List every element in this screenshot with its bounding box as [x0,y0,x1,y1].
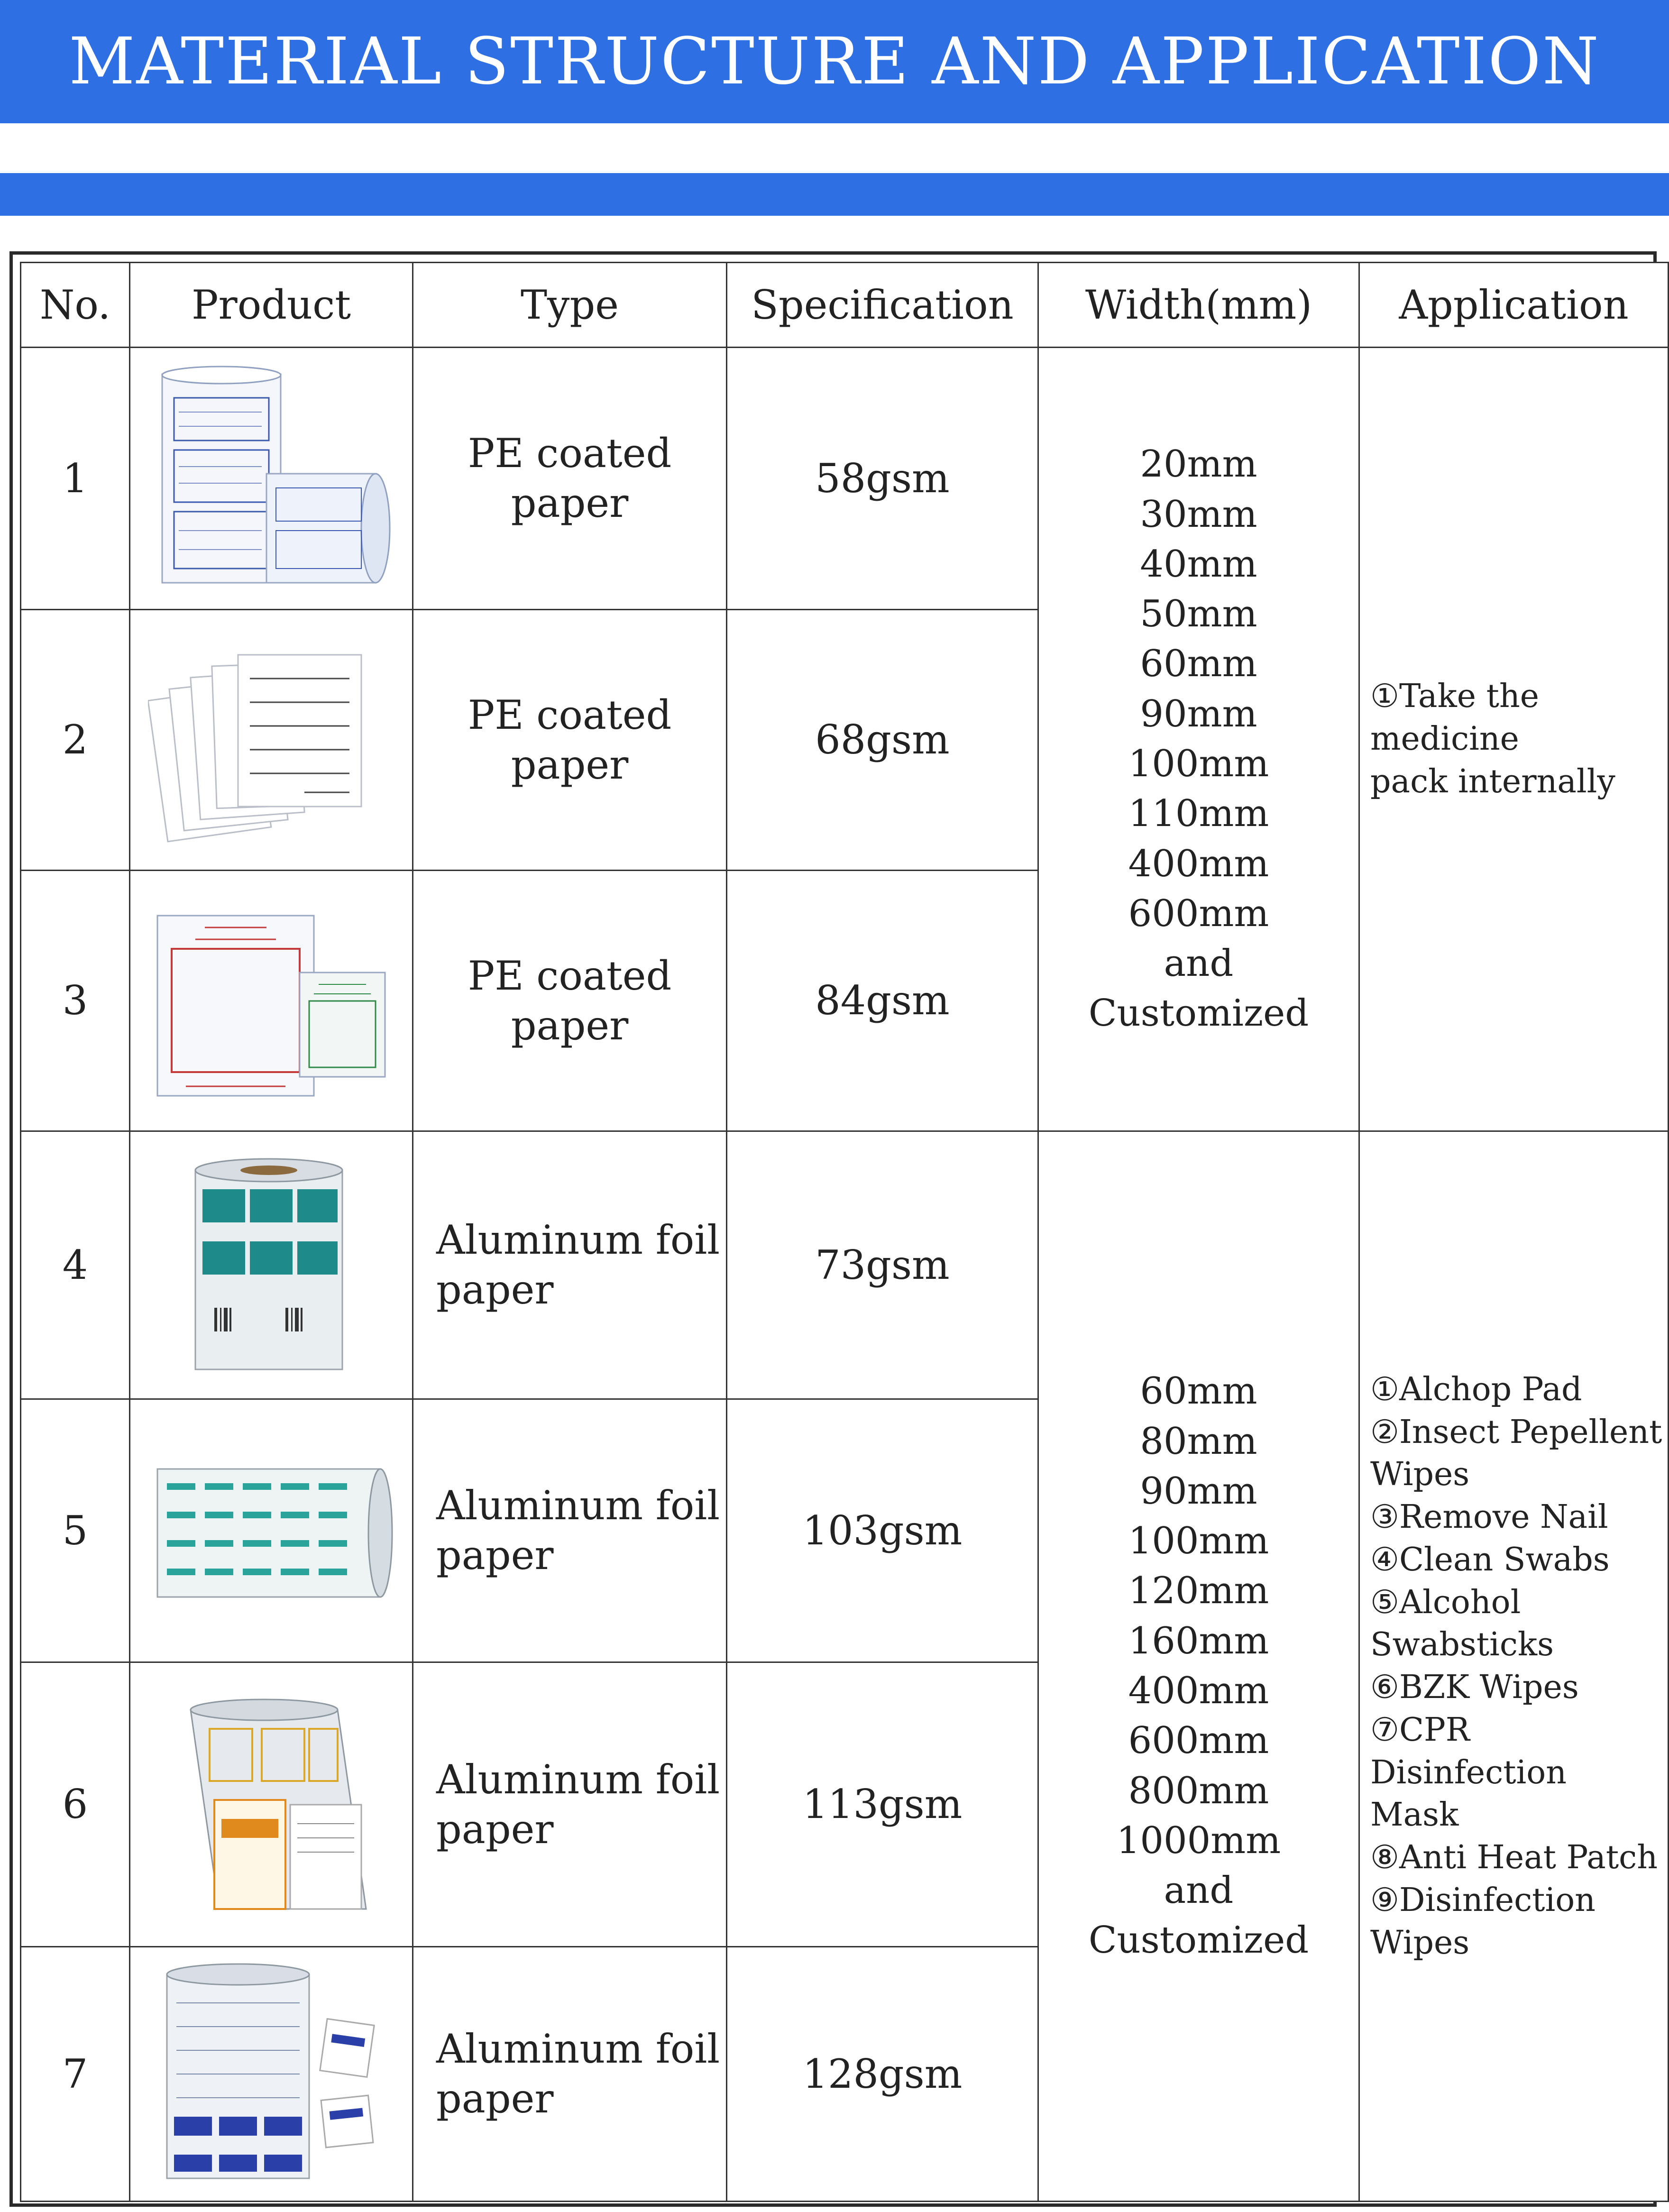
width-value: 90mm [1140,1469,1257,1513]
title-banner [0,0,1669,123]
spec-table [9,251,1662,2207]
width-value: and [1164,1869,1234,1912]
width-value: and [1164,942,1234,985]
application-group-2 [1358,1130,1669,2202]
row-no-label: 1 [62,455,88,502]
application-line: ③Remove Nail [1370,1498,1608,1536]
type-text [436,2024,720,2124]
spec-value: 113gsm [802,1781,963,1827]
type-line: Aluminum foil [436,1217,720,1263]
row-1-product [129,347,413,610]
width-value: 600mm [1128,892,1269,935]
spec-value: 68gsm [815,716,950,763]
application-line: Swabsticks [1370,1626,1554,1664]
width-value: 600mm [1128,1719,1269,1762]
type-line: PE coated [468,952,672,999]
application-line: ⑨Disinfection [1370,1881,1596,1919]
row-6-type [412,1661,727,1947]
row-4-spec [726,1130,1039,1400]
row-4-no [20,1130,130,1400]
header-product [129,262,413,348]
row-3-product [129,870,413,1132]
header-width-label: Width(mm) [1085,281,1312,328]
width-value: Customized [1088,992,1309,1035]
type-text [436,1481,720,1580]
row-1-spec [726,347,1039,610]
header-no [20,262,130,348]
row-no-label: 5 [62,1507,88,1554]
row-no-label: 2 [62,716,88,763]
width-value: 60mm [1140,1370,1257,1413]
blue-foil-roll-image [148,1960,394,2188]
width-value: 50mm [1140,593,1257,636]
type-text [468,429,671,528]
type-text [436,1215,720,1315]
type-line: PE coated [468,691,672,738]
row-1-type [412,347,727,610]
header-width [1037,262,1360,348]
row-7-product [129,1946,413,2202]
application-line: ⑦CPR Disinfection [1370,1711,1567,1791]
type-text [468,951,671,1051]
type-line: PE coated [468,430,672,477]
application-line: ⑤Alcohol [1370,1583,1521,1621]
header-type-label: Type [521,281,619,328]
application-line: Mask [1370,1796,1459,1834]
type-line: paper [436,1532,554,1579]
width-group-2 [1037,1130,1360,2202]
row-3-type [412,870,727,1132]
header-no-label: No. [39,281,111,328]
row-7-type [412,1946,727,2202]
header-application-label: Application [1399,281,1629,328]
width-value: 30mm [1140,493,1257,536]
width-value: 400mm [1128,1670,1269,1712]
type-text [468,690,671,790]
type-line: Aluminum foil [436,1482,720,1529]
page-title: MATERIAL STRUCTURE AND APPLICATION [69,24,1600,99]
spec-value: 73gsm [815,1241,950,1288]
row-5-product [129,1398,413,1663]
spec-value: 103gsm [802,1507,963,1554]
row-no-label: 6 [62,1781,88,1827]
type-line: paper [436,1806,554,1853]
medical-form-roll-image [148,365,394,592]
accent-bar [0,173,1669,216]
width-value: 40mm [1140,542,1257,586]
width-value: 60mm [1140,642,1257,686]
spec-value: 128gsm [802,2050,963,2097]
row-6-spec [726,1661,1039,1947]
row-3-spec [726,870,1039,1132]
row-2-product [129,609,413,871]
row-5-spec [726,1398,1039,1663]
row-7-no [20,1946,130,2202]
application-line: Wipes [1370,1924,1470,1962]
row-6-product [129,1661,413,1947]
width-value: 800mm [1128,1769,1269,1812]
header-type [412,262,727,348]
type-line: paper [511,1002,629,1049]
type-line: paper [436,2075,554,2122]
spec-value: 58gsm [815,455,950,502]
header-specification [726,262,1039,348]
application-line: pack internally [1370,762,1615,800]
row-2-no [20,609,130,871]
spec-value: 84gsm [815,977,950,1024]
width-value: Customized [1088,1919,1309,1962]
width-list [1089,1367,1309,1966]
application-line: ④Clean Swabs [1370,1541,1610,1579]
row-2-type [412,609,727,871]
row-no-label: 4 [62,1241,88,1288]
width-group-1 [1037,347,1360,1132]
row-4-product [129,1130,413,1400]
application-line: ⑥BZK Wipes [1370,1669,1579,1706]
width-value: 400mm [1128,842,1269,885]
row-4-type [412,1130,727,1400]
row-2-spec [726,609,1039,871]
header-product-label: Product [192,281,351,328]
green-foil-roll-image [148,1151,394,1379]
application-line: Wipes [1370,1456,1470,1494]
width-value: 1000mm [1116,1819,1281,1862]
type-line: Aluminum foil [436,2026,720,2072]
width-value: 160mm [1128,1619,1269,1662]
wide-foil-roll-image [148,1417,394,1644]
width-value: 100mm [1128,743,1269,785]
row-5-type [412,1398,727,1663]
width-value: 20mm [1140,443,1257,486]
row-no-label: 3 [62,977,88,1024]
type-line: Aluminum foil [436,1756,720,1803]
type-line: paper [436,1267,554,1313]
row-3-no [20,870,130,1132]
swabsticks-foil-roll-image [148,1691,394,1918]
header-specification-label: Specification [751,281,1014,328]
medicine-envelope-image [148,626,394,854]
application-line: ⑧Anti Heat Patch [1370,1839,1658,1876]
type-line: paper [511,741,629,788]
type-text [436,1755,720,1854]
application-group-1 [1358,347,1669,1132]
injection-envelope-image [148,887,394,1115]
application-line: ①Alchop Pad [1370,1370,1582,1408]
row-6-no [20,1661,130,1947]
width-value: 120mm [1128,1570,1269,1613]
application-line: ②Insect Pepellent [1370,1413,1662,1451]
width-value: 90mm [1140,692,1257,735]
header-application [1358,262,1669,348]
width-value: 110mm [1128,792,1269,835]
row-5-no [20,1398,130,1663]
application-list [1370,1368,1668,1964]
width-value: 80mm [1140,1420,1257,1463]
application-list [1370,675,1668,803]
row-7-spec [726,1946,1039,2202]
row-1-no [20,347,130,610]
row-no-label: 7 [62,2050,88,2097]
type-line: paper [511,480,629,526]
width-list [1089,440,1309,1039]
width-value: 100mm [1128,1520,1269,1563]
application-line: ①Take the medicine [1370,678,1540,758]
